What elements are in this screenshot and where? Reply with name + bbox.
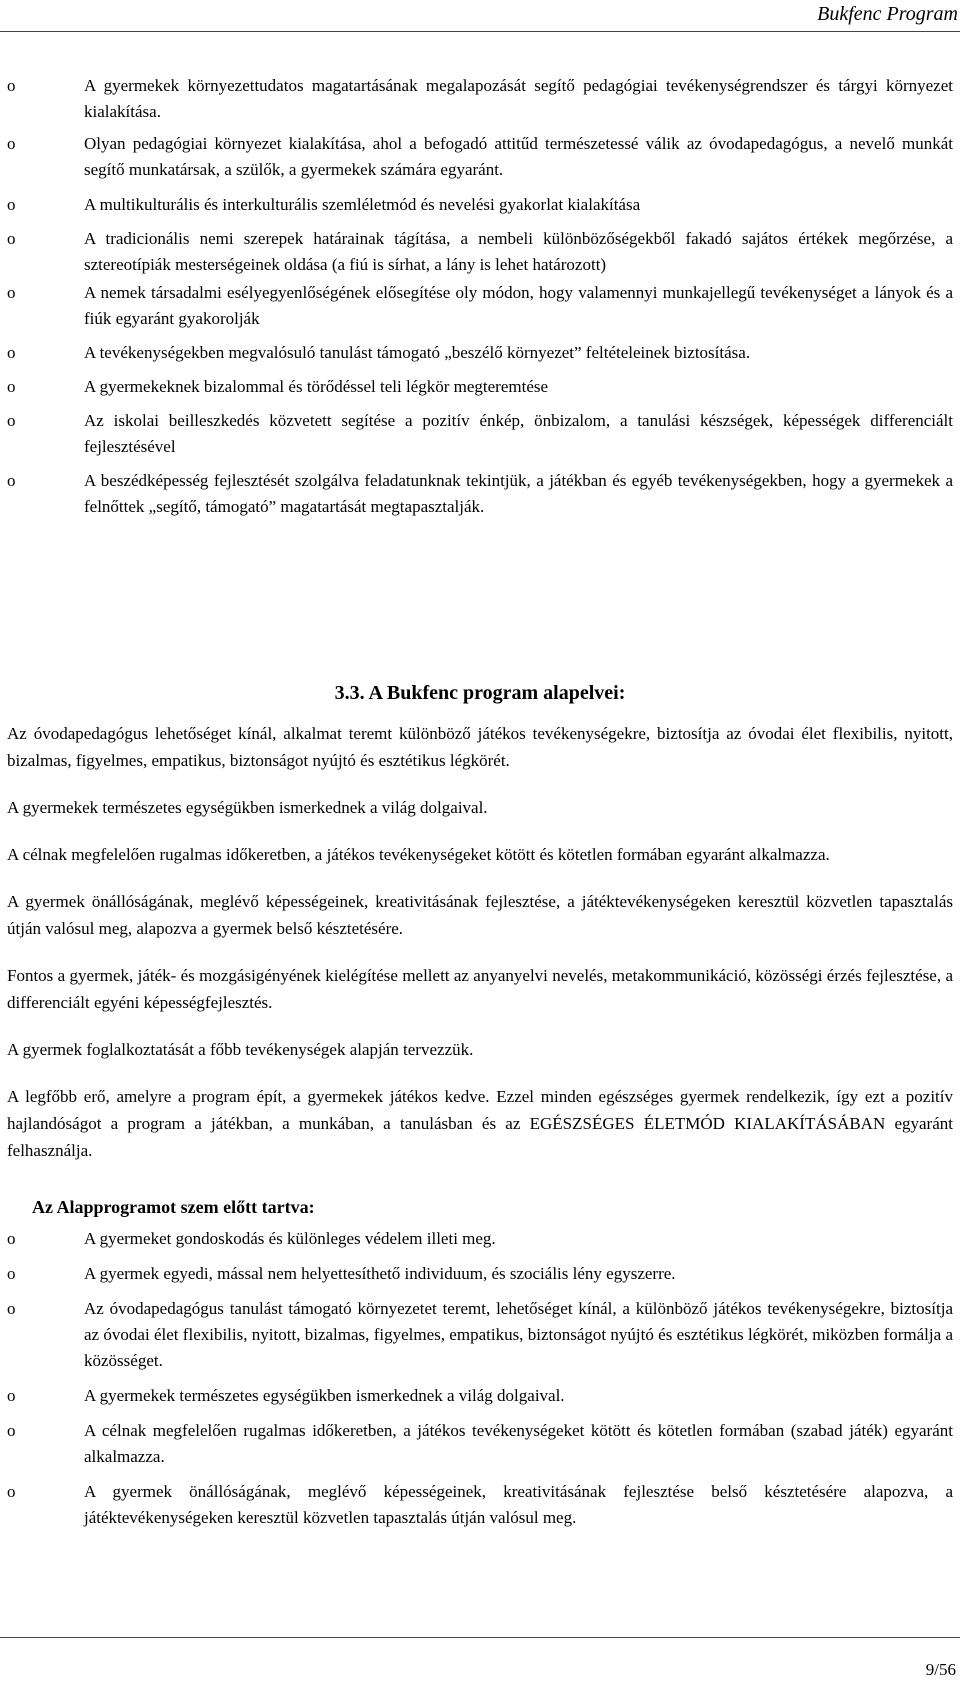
bullet-marker: o [7, 1299, 16, 1318]
list-item-text: A gyermekek környezettudatos magatartásának megalapozását segítő pedagógiai tevékenységrendszer és tárgyi környezet kialakítása. [84, 76, 953, 121]
list-item [7, 280, 953, 332]
paragraph: A célnak megfelelően rugalmas időkeretben, a játékos tevékenységeket kötött és kötetlen formában egyaránt alkalmazza. [7, 845, 830, 864]
list-item [7, 374, 953, 400]
list-item-text: A gyermek egyedi, mással nem helyettesíthető individuum, és szociális lény egyszerre. [84, 1264, 676, 1283]
bullet-marker: o [7, 1264, 16, 1283]
section-heading: 3.3. A Bukfenc program alapelvei: [334, 682, 626, 704]
list-item-text: Az iskolai beilleszkedés közvetett segítése a pozitív énkép, önbizalom, a tanulási készségek, képességek differenciált fejlesztésével [84, 411, 953, 456]
bullet-list-goals [7, 73, 953, 528]
list-item-text: A multikulturális és interkulturális szemléletmód és nevelési gyakorlat kialakítása [84, 195, 641, 214]
bullet-marker: o [7, 411, 16, 430]
list-item [7, 192, 953, 218]
bullet-marker: o [7, 195, 16, 214]
paragraph: A gyermek foglalkoztatását a főbb tevékenységek alapján tervezzük. [7, 1040, 474, 1059]
list-item-text: Olyan pedagógiai környezet kialakítása, ahol a befogadó attitűd természetessé válik az óvodapedagógus, a nevelő munkát segítő munkatársak, a szülők, a gyermekek számára egyaránt. [84, 134, 953, 179]
bullet-marker: o [7, 229, 16, 248]
bullet-list-alapprogram [7, 1226, 953, 1540]
list-item-text: A tradicionális nemi szerepek határainak tágítása, a nembeli különbözőségekből fakadó sajátos értékek megőrzése, a sztereotípiák mesterségeinek oldása (a fiú is sírhat, a lány is lehet határozott) [84, 229, 953, 274]
list-item [7, 1261, 953, 1287]
paragraph: A legfőbb erő, amelyre a program épít, a gyermekek játékos kedve. Ezzel minden egészséges gyermek rendelkezik, így ezt a pozitív hajlandóságot a program a játékban, a munkában, a tanulásban és az EGÉSZSÉGES ÉLETMÓD KIALAKÍTÁSÁBAN egyaránt felhasználja. [7, 1087, 953, 1160]
paragraph: A gyermek önállóságának, meglévő képességeinek, kreativitásának fejlesztése, a játéktevékenységeken keresztül közvetlen tapasztalás útján valósul meg, alapozva a gyermek belső késztetésére. [7, 892, 953, 938]
bullet-marker: o [7, 471, 16, 490]
list-item-text: A gyermekek természetes egységükben ismerkednek a világ dolgaival. [84, 1386, 565, 1405]
list-item [7, 1418, 953, 1470]
list-item [7, 1383, 953, 1409]
list-item [7, 226, 953, 278]
bullet-marker: o [7, 1482, 16, 1501]
bullet-marker: o [7, 134, 16, 153]
header-title: Bukfenc Program [817, 3, 958, 25]
list-item [7, 73, 953, 125]
list-item-text: A nemek társadalmi esélyegyenlőségének elősegítése oly módon, hogy valamennyi munkajellegű tevékenységet a lányok és a fiúk egyaránt gyakorolják [84, 283, 953, 328]
list-item [7, 340, 953, 366]
list-item [7, 1226, 953, 1252]
page-header [0, 0, 960, 32]
page-number: 9/56 [925, 1660, 956, 1679]
paragraph: A gyermekek természetes egységükben ismerkednek a világ dolgaival. [7, 798, 488, 817]
paragraph: Az óvodapedagógus lehetőséget kínál, alkalmat teremt különböző játékos tevékenységekre, biztosítja az óvodai élet flexibilis, nyitott, bizalmas, figyelmes, empatikus, biztonságot nyújtó és esztétikus légkörét. [7, 724, 953, 770]
list-item-text: A beszédképesség fejlesztését szolgálva feladatunknak tekintjük, a játékban és egyéb tevékenységekben, hogy a gyermekek a felnőttek „segítő, támogató” magatartását megtapasztalják. [84, 471, 953, 516]
list-item [7, 1479, 953, 1531]
bullet-marker: o [7, 1421, 16, 1440]
list-item-text: A gyermeket gondoskodás és különleges védelem illeti meg. [84, 1229, 496, 1248]
list-item [7, 468, 953, 520]
bullet-marker: o [7, 283, 16, 302]
list-item-text: Az óvodapedagógus tanulást támogató környezetet teremt, lehetőséget kínál, a különböző játékos tevékenységekre, biztosítja az óvodai élet flexibilis, nyitott, bizalmas, figyelmes, empatikus, biztonságot nyújtó és esztétikus légkörét, miközben formálja a közösséget. [84, 1299, 953, 1370]
bullet-marker: o [7, 76, 16, 95]
list-item [7, 1296, 953, 1374]
list-item-text: A gyermekeknek bizalommal és törődéssel teli légkör megteremtése [84, 377, 549, 396]
principles-paragraphs [7, 720, 953, 1184]
bullet-marker: o [7, 1229, 16, 1248]
list-item-text: A célnak megfelelően rugalmas időkeretben, a játékos tevékenységeket kötött és kötetlen formában (szabad játék) egyaránt alkalmazza. [84, 1421, 953, 1466]
list-item-text: A tevékenységekben megvalósuló tanulást támogató „beszélő környezet” feltételeinek biztosítása. [84, 343, 751, 362]
footer-rule [0, 1637, 960, 1638]
list-item [7, 408, 953, 460]
list-item [7, 131, 953, 183]
bullet-marker: o [7, 343, 16, 362]
list-item-text: A gyermek önállóságának, meglévő képességeinek, kreativitásának fejlesztése belső késztetésére alapozva, a játéktevékenységeken keresztül közvetlen tapasztalás útján valósul meg. [84, 1482, 953, 1527]
bullet-marker: o [7, 377, 16, 396]
paragraph: Fontos a gyermek, játék- és mozgásigényének kielégítése mellett az anyanyelvi nevelés, metakommunikáció, közösségi érzés fejlesztése, a differenciált egyéni képességfejlesztés. [7, 966, 953, 1012]
subheading: Az Alapprogramot szem előtt tartva: [32, 1197, 315, 1217]
bullet-marker: o [7, 1386, 16, 1405]
